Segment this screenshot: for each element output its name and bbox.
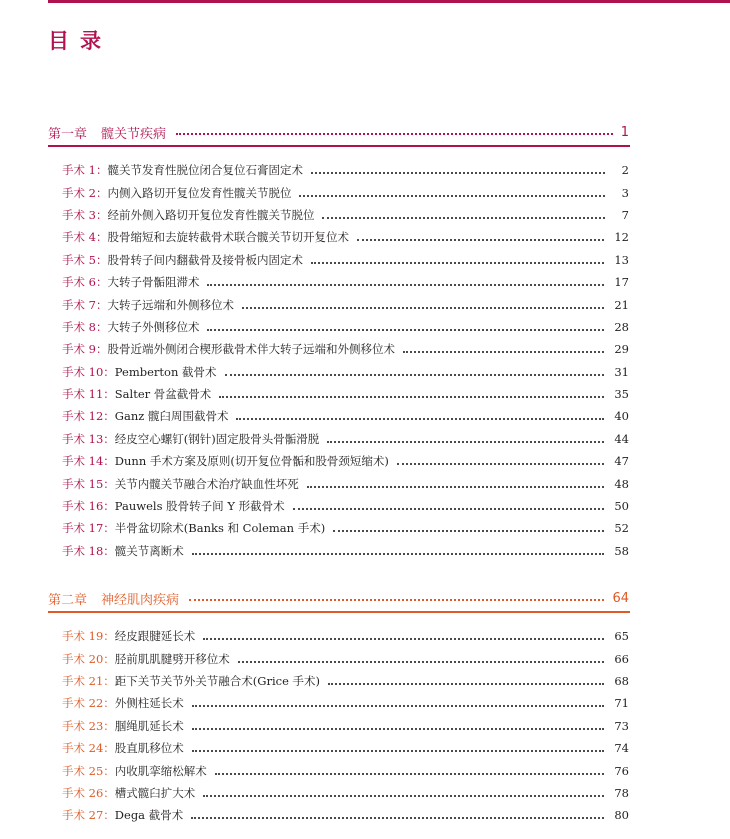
operation-number: 手术 8： — [62, 319, 108, 334]
entry-title: 经前外侧入路切开复位发育性髋关节脱位 — [107, 207, 315, 222]
operation-number: 手术 2： — [62, 185, 108, 200]
entry-title: 关节内髋关节融合术治疗缺血性坏死 — [114, 476, 299, 491]
dot-leader — [397, 463, 604, 465]
dot-leader — [203, 795, 604, 797]
operation-number: 手术 26： — [62, 785, 115, 800]
toc-entry[interactable] — [62, 428, 629, 450]
operation-number: 手术 21： — [62, 673, 115, 688]
operation-number: 手术 14： — [62, 454, 115, 469]
dot-leader — [215, 773, 605, 775]
entry-title: Pauwels 股骨转子间 Y 形截骨术 — [114, 499, 285, 514]
toc-entry[interactable] — [62, 804, 629, 826]
operation-number: 手术 25： — [62, 763, 115, 778]
chapter-rule — [48, 145, 630, 147]
entry-page-number: 66 — [614, 651, 629, 666]
chapter-heading-2[interactable] — [48, 587, 629, 609]
toc-entry[interactable] — [62, 293, 629, 315]
chapter-page-number: 1 — [620, 124, 629, 140]
dot-leader — [327, 441, 604, 443]
entry-page-number: 3 — [621, 185, 629, 200]
chapter-1-entry-list — [62, 159, 629, 562]
toc-entry[interactable] — [62, 692, 629, 714]
entry-page-number: 12 — [614, 230, 629, 245]
dot-leader — [403, 351, 604, 353]
entry-title: Salter 骨盆截骨术 — [114, 387, 212, 402]
toc-entry[interactable] — [62, 450, 629, 472]
entry-title: 半骨盆切除术(Banks 和 Coleman 手术) — [114, 521, 326, 536]
toc-entry[interactable] — [62, 670, 629, 692]
toc-entry[interactable] — [62, 316, 629, 338]
operation-number: 手术 18： — [62, 543, 115, 558]
entry-title: Dunn 手术方案及原则(切开复位骨骺和股骨颈短缩术) — [114, 454, 389, 469]
entry-page-number: 65 — [614, 629, 629, 644]
toc-entry[interactable] — [62, 715, 629, 737]
toc-entry[interactable] — [62, 625, 629, 647]
dot-leader — [293, 508, 605, 510]
toc-entry[interactable] — [62, 517, 629, 539]
entry-page-number: 44 — [614, 431, 629, 446]
dot-leader — [322, 217, 605, 219]
entry-page-number: 68 — [614, 673, 629, 688]
chapter-2-entry-list — [62, 625, 629, 827]
entry-page-number: 40 — [614, 409, 629, 424]
entry-page-number: 28 — [614, 319, 629, 334]
operation-number: 手术 3： — [62, 207, 108, 222]
top-rule — [48, 0, 730, 3]
operation-number: 手术 15： — [62, 476, 115, 491]
operation-number: 手术 1： — [62, 163, 108, 178]
toc-entry[interactable] — [62, 181, 629, 203]
dot-leader — [328, 683, 604, 685]
dot-leader — [192, 750, 605, 752]
entry-title: Pemberton 截骨术 — [114, 364, 217, 379]
entry-title: Ganz 髋臼周围截骨术 — [114, 409, 229, 424]
entry-title: 大转子外侧移位术 — [107, 319, 200, 334]
chapter-heading-1[interactable] — [48, 121, 629, 143]
entry-page-number: 48 — [614, 476, 629, 491]
chapter-number: 第一章 — [48, 126, 88, 142]
dot-leader — [236, 418, 604, 420]
entry-title: 内侧入路切开复位发育性髋关节脱位 — [107, 185, 292, 200]
toc-entry[interactable] — [62, 361, 629, 383]
operation-number: 手术 23： — [62, 718, 115, 733]
toc-entry[interactable] — [62, 737, 629, 759]
entry-page-number: 35 — [614, 387, 629, 402]
entry-page-number: 80 — [614, 808, 629, 823]
operation-number: 手术 16： — [62, 499, 115, 514]
operation-number: 手术 10： — [62, 364, 115, 379]
dot-leader — [299, 195, 605, 197]
entry-page-number: 29 — [614, 342, 629, 357]
entry-title: 距下关节关节外关节融合术(Grice 手术) — [114, 673, 321, 688]
toc-entry[interactable] — [62, 759, 629, 781]
dot-leader — [203, 638, 604, 640]
entry-page-number: 50 — [614, 499, 629, 514]
entry-title: 腘绳肌延长术 — [114, 718, 184, 733]
entry-title: 内收肌挛缩松解术 — [114, 763, 207, 778]
operation-number: 手术 20： — [62, 651, 115, 666]
toc-entry[interactable] — [62, 405, 629, 427]
entry-page-number: 21 — [614, 297, 629, 312]
dot-leader — [191, 817, 604, 819]
entry-title: 经皮空心螺钉(钢针)固定股骨头骨骺滑脱 — [114, 431, 320, 446]
entry-title: 胫前肌肌腱劈开移位术 — [114, 651, 230, 666]
dot-leader — [238, 661, 605, 663]
dot-leader — [192, 705, 605, 707]
entry-page-number: 78 — [614, 785, 629, 800]
entry-page-number: 47 — [614, 454, 629, 469]
entry-title: 髋关节发育性脱位闭合复位石膏固定术 — [107, 163, 303, 178]
chapter-title: 髋关节疾病 — [101, 126, 167, 142]
dot-leader — [311, 262, 604, 264]
entry-page-number: 52 — [614, 521, 629, 536]
entry-title: 股骨缩短和去旋转截骨术联合髋关节切开复位术 — [107, 230, 349, 245]
dot-leader — [176, 133, 613, 135]
entry-page-number: 13 — [614, 252, 629, 267]
chapter-number: 第二章 — [48, 592, 88, 608]
operation-number: 手术 6： — [62, 275, 108, 290]
entry-title: 股骨转子间内翻截骨及接骨板内固定术 — [107, 252, 303, 267]
operation-number: 手术 13： — [62, 431, 115, 446]
entry-title: 大转子骨骺阻滞术 — [107, 275, 200, 290]
toc-entry[interactable] — [62, 159, 629, 181]
entry-page-number: 31 — [614, 364, 629, 379]
entry-title: 外侧柱延长术 — [114, 696, 184, 711]
entry-title: 经皮跟腱延长术 — [114, 629, 196, 644]
operation-number: 手术 5： — [62, 252, 108, 267]
toc-entry[interactable] — [62, 226, 629, 248]
dot-leader — [333, 530, 604, 532]
operation-number: 手术 24： — [62, 741, 115, 756]
dot-leader — [207, 329, 604, 331]
toc-entry[interactable] — [62, 338, 629, 360]
operation-number: 手术 22： — [62, 696, 115, 711]
dot-leader — [192, 728, 605, 730]
entry-title: 股直肌移位术 — [114, 741, 184, 756]
operation-number: 手术 9： — [62, 342, 108, 357]
chapter-rule — [48, 611, 630, 613]
entry-page-number: 2 — [621, 163, 629, 178]
dot-leader — [242, 307, 604, 309]
entry-page-number: 17 — [614, 275, 629, 290]
operation-number: 手术 27： — [62, 808, 115, 823]
dot-leader — [357, 239, 604, 241]
chapter-title: 神经肌肉疾病 — [101, 592, 180, 608]
entry-page-number: 74 — [614, 741, 629, 756]
operation-number: 手术 12： — [62, 409, 115, 424]
dot-leader — [219, 396, 604, 398]
entry-page-number: 73 — [614, 718, 629, 733]
operation-number: 手术 4： — [62, 230, 108, 245]
entry-page-number: 58 — [614, 543, 629, 558]
operation-number: 手术 19： — [62, 629, 115, 644]
toc-entry[interactable] — [62, 383, 629, 405]
entry-page-number: 7 — [621, 207, 629, 222]
toc-entry[interactable] — [62, 647, 629, 669]
operation-number: 手术 17： — [62, 521, 115, 536]
entry-title: 大转子远端和外侧移位术 — [107, 297, 234, 312]
dot-leader — [189, 599, 604, 601]
entry-title: 股骨近端外侧闭合楔形截骨术伴大转子远端和外侧移位术 — [107, 342, 395, 357]
toc-entry[interactable] — [62, 204, 629, 226]
entry-page-number: 71 — [614, 696, 629, 711]
chapter-page-number: 64 — [612, 590, 629, 606]
entry-title: 槽式髋臼扩大术 — [114, 785, 196, 800]
toc-entry[interactable] — [62, 249, 629, 271]
toc-entry[interactable] — [62, 472, 629, 494]
operation-number: 手术 7： — [62, 297, 108, 312]
dot-leader — [307, 486, 605, 488]
dot-leader — [192, 553, 605, 555]
entry-page-number: 76 — [614, 763, 629, 778]
dot-leader — [225, 374, 605, 376]
toc-entry[interactable] — [62, 782, 629, 804]
entry-title: Dega 截骨术 — [114, 808, 184, 823]
operation-number: 手术 11： — [62, 387, 115, 402]
page-title: 目录 — [48, 28, 112, 53]
toc-entry[interactable] — [62, 271, 629, 293]
entry-title: 髋关节离断术 — [114, 543, 184, 558]
dot-leader — [311, 172, 605, 174]
toc-entry[interactable] — [62, 495, 629, 517]
dot-leader — [207, 284, 604, 286]
toc-entry[interactable] — [62, 540, 629, 562]
